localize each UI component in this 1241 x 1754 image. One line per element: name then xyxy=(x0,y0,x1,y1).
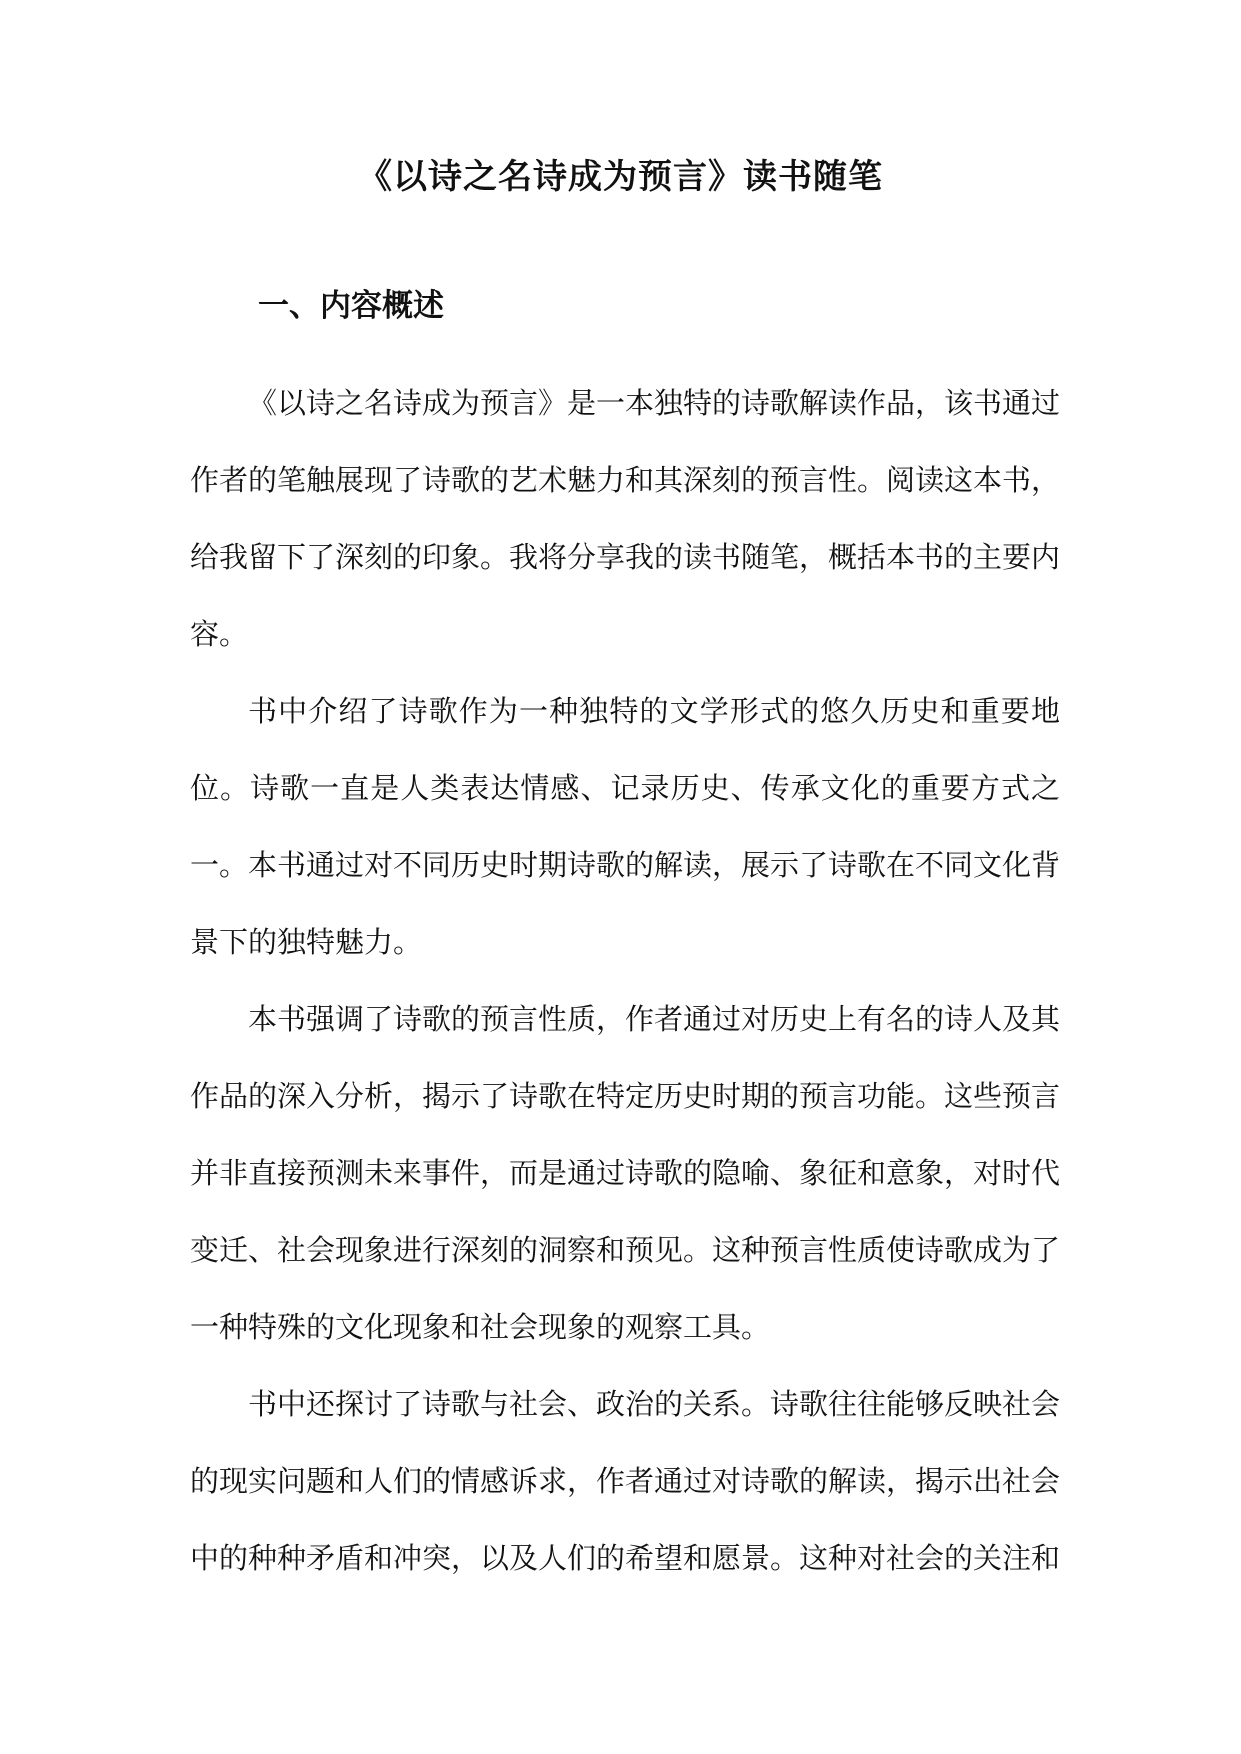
document-body xyxy=(190,365,1060,1597)
document-title: 《以诗之名诗成为预言》读书随笔 xyxy=(358,157,883,197)
paragraph: 书中还探讨了诗歌与社会、政治的关系。诗歌往往能够反映社会的现实问题和人们的情感诉求，作者通过对诗歌的解读，揭示出社会中的种种矛盾和冲突，以及人们的希望和愿景。这种对社会的关注和 xyxy=(190,1387,1061,1575)
section-heading: 一、内容概述 xyxy=(258,288,444,324)
paragraph: 本书强调了诗歌的预言性质，作者通过对历史上有名的诗人及其作品的深入分析，揭示了诗歌在特定历史时期的预言功能。这些预言并非直接预测未来事件，而是通过诗歌的隐喻、象征和意象，对时代变迁、社会现象进行深刻的洞察和预见。这种预言性质使诗歌成为了一种特殊的文化现象和社会现象的观察工具。 xyxy=(190,1002,1061,1344)
paragraph: 《以诗之名诗成为预言》是一本独特的诗歌解读作品，该书通过作者的笔触展现了诗歌的艺术魅力和其深刻的预言性。阅读这本书，给我留下了深刻的印象。我将分享我的读书随笔，概括本书的主要内容。 xyxy=(190,386,1061,651)
paragraph: 书中介绍了诗歌作为一种独特的文学形式的悠久历史和重要地位。诗歌一直是人类表达情感、记录历史、传承文化的重要方式之一。本书通过对不同历史时期诗歌的解读，展示了诗歌在不同文化背景下的独特魅力。 xyxy=(190,694,1061,959)
